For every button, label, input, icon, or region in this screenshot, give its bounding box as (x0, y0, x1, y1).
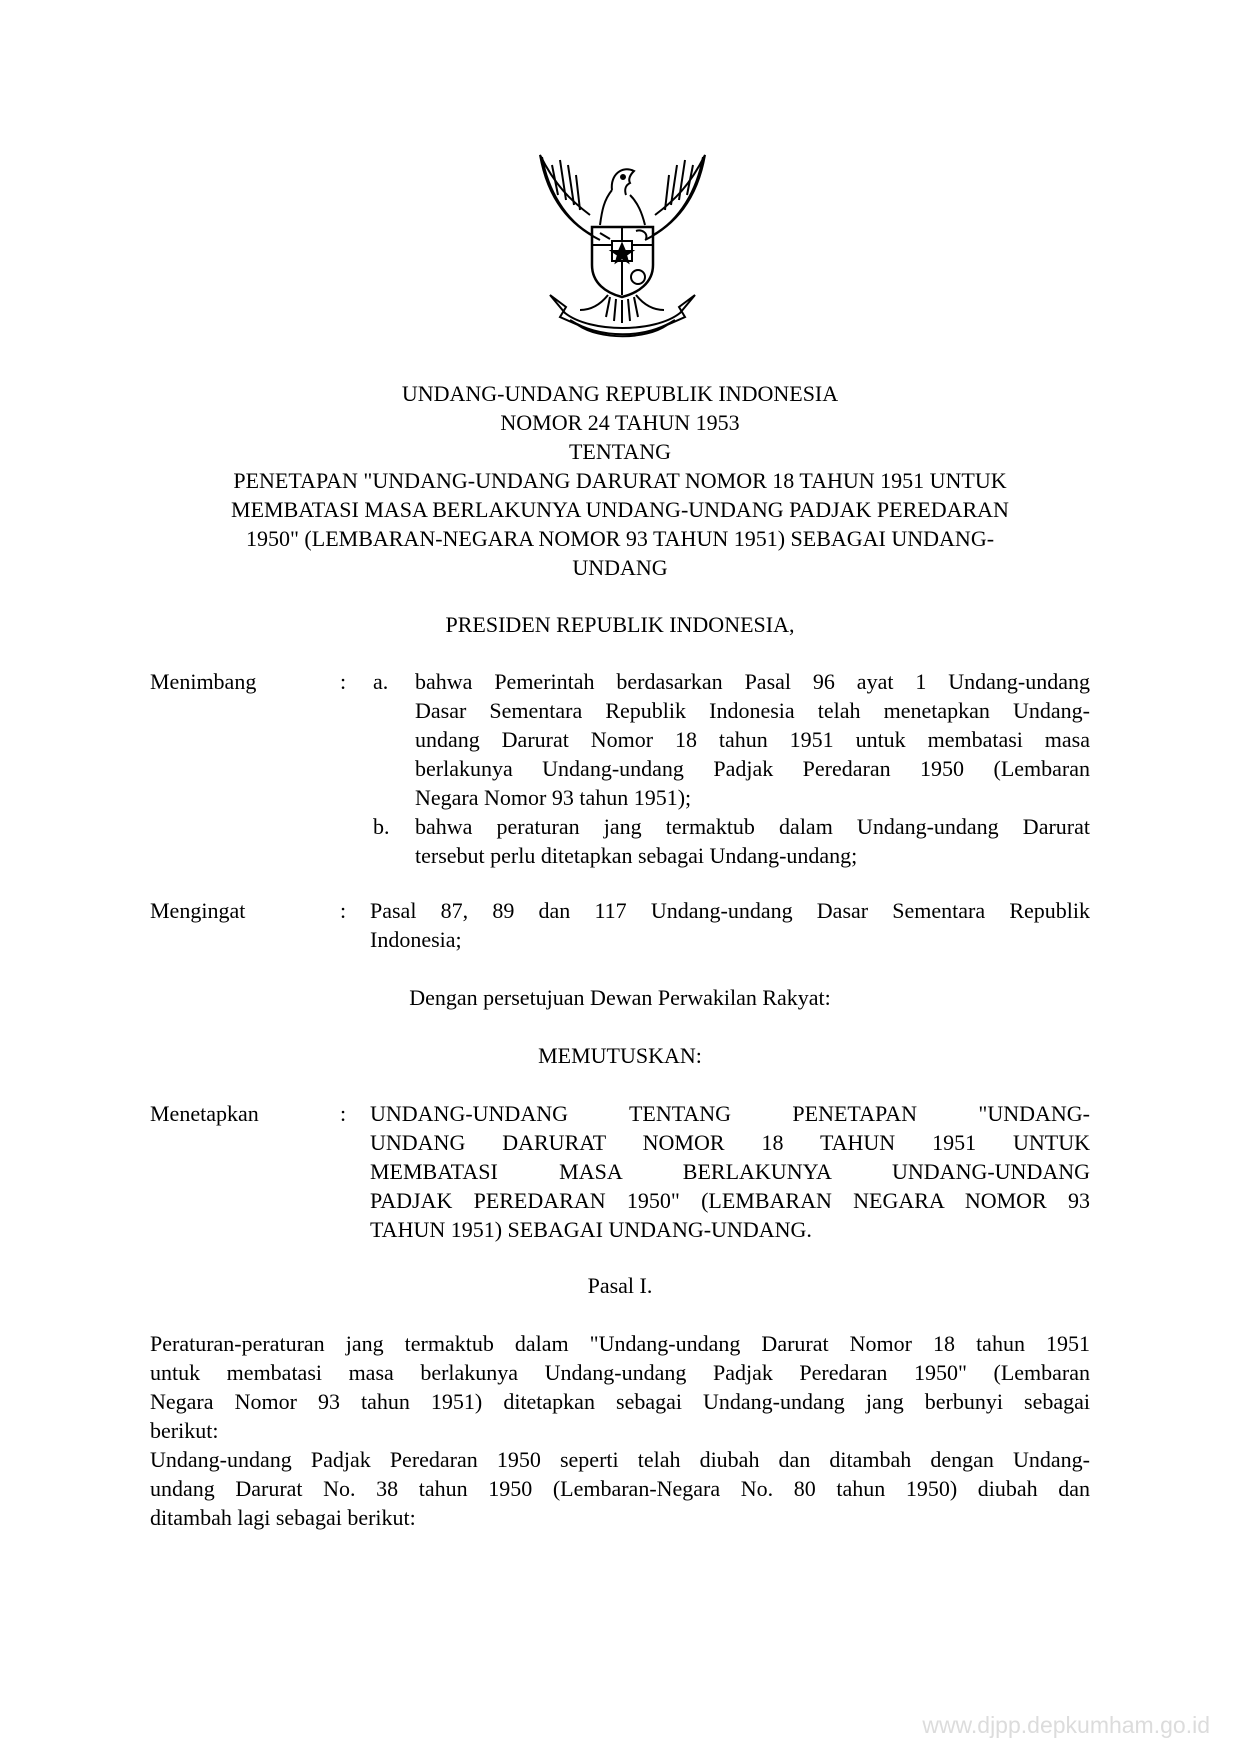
source-watermark: www.djpp.depkumham.go.id (922, 1712, 1210, 1738)
heading-line: UNDANG (572, 555, 668, 580)
menimbang-item-a (415, 667, 1090, 812)
text-line: bahwa peraturan jang termaktub dalam Undang-undang Darurat (415, 814, 1090, 839)
text-line: bahwa Pemerintah berdasarkan Pasal 96 ayat 1 Undang-undang (415, 669, 1090, 694)
colon: : (340, 898, 347, 923)
mengingat-label: Mengingat (150, 898, 246, 923)
colon: : (340, 669, 347, 694)
heading-line: MEMBATASI MASA BERLAKUNYA UNDANG-UNDANG PADJAK PEREDARAN (231, 497, 1009, 522)
menetapkan-text (370, 1099, 1090, 1244)
menimbang-label: Menimbang (150, 669, 257, 694)
text-line: undang Darurat No. 38 tahun 1950 (Lembaran-Negara No. 80 tahun 1950) diubah dan (150, 1476, 1090, 1501)
heading-line: 1950" (LEMBARAN-NEGARA NOMOR 93 TAHUN 1951) SEBAGAI UNDANG- (245, 526, 995, 551)
heading-line: NOMOR 24 TAHUN 1953 (500, 410, 740, 435)
memutuskan-heading: MEMUTUSKAN: (538, 1043, 702, 1068)
heading-line: UNDANG-UNDANG REPUBLIK INDONESIA (401, 381, 839, 406)
text-line: Indonesia; (370, 927, 462, 952)
menetapkan-label: Menetapkan (150, 1101, 259, 1126)
text-line: undang Darurat Nomor 18 tahun 1951 untuk membatasi masa (415, 727, 1090, 752)
text-line: Peraturan-peraturan jang termaktub dalam "Undang-undang Darurat Nomor 18 tahun 1951 (150, 1331, 1090, 1356)
text-line: UNDANG DARURAT NOMOR 18 TAHUN 1951 UNTUK (370, 1130, 1090, 1155)
heading-line: TENTANG (568, 439, 672, 464)
persetujuan-line: Dengan persetujuan Dewan Perwakilan Rakyat: (409, 985, 831, 1010)
text-line: untuk membatasi masa berlakunya Undang-undang Padjak Peredaran 1950" (Lembaran (150, 1360, 1090, 1385)
heading-line: PENETAPAN "UNDANG-UNDANG DARURAT NOMOR 18 TAHUN 1951 UNTUK (233, 468, 1007, 493)
garuda-pancasila-emblem-icon (530, 145, 715, 355)
item-letter: a. (373, 669, 389, 694)
text-line: Dasar Sementara Republik Indonesia telah menetapkan Undang- (415, 698, 1090, 723)
text-line: Negara Nomor 93 tahun 1951); (415, 785, 692, 810)
document-heading (150, 379, 1090, 582)
text-line: Pasal 87, 89 dan 117 Undang-undang Dasar Sementara Republik (370, 898, 1090, 923)
text-line: UNDANG-UNDANG TENTANG PENETAPAN "UNDANG- (370, 1101, 1090, 1126)
paragraph-1 (150, 1329, 1090, 1445)
text-line: ditambah lagi sebagai berikut: (150, 1505, 416, 1530)
menimbang-item-b (415, 812, 1090, 870)
menimbang-section (150, 667, 1090, 867)
text-line: berikut: (150, 1418, 219, 1443)
text-line: PADJAK PEREDARAN 1950" (LEMBARAN NEGARA NOMOR 93 (370, 1188, 1090, 1213)
colon: : (340, 1101, 347, 1126)
text-line: Undang-undang Padjak Peredaran 1950 seperti telah diubah dan ditambah dengan Undang- (150, 1447, 1090, 1472)
item-letter: b. (373, 814, 390, 839)
paragraph-2 (150, 1445, 1090, 1532)
mengingat-section (150, 896, 1090, 956)
text-line: Negara Nomor 93 tahun 1951) ditetapkan sebagai Undang-undang jang berbunyi sebagai (150, 1389, 1090, 1414)
text-line: berlakunya Undang-undang Padjak Peredaran 1950 (Lembaran (415, 756, 1090, 781)
text-line: TAHUN 1951) SEBAGAI UNDANG-UNDANG. (370, 1217, 812, 1242)
pasal-title: Pasal I. (587, 1273, 653, 1298)
text-line: tersebut perlu ditetapkan sebagai Undang-undang; (415, 843, 858, 868)
text-line: MEMBATASI MASA BERLAKUNYA UNDANG-UNDANG (370, 1159, 1090, 1184)
presiden-heading: PRESIDEN REPUBLIK INDONESIA, (445, 612, 795, 637)
mengingat-text (370, 896, 1090, 954)
menetapkan-section (150, 1099, 1090, 1249)
